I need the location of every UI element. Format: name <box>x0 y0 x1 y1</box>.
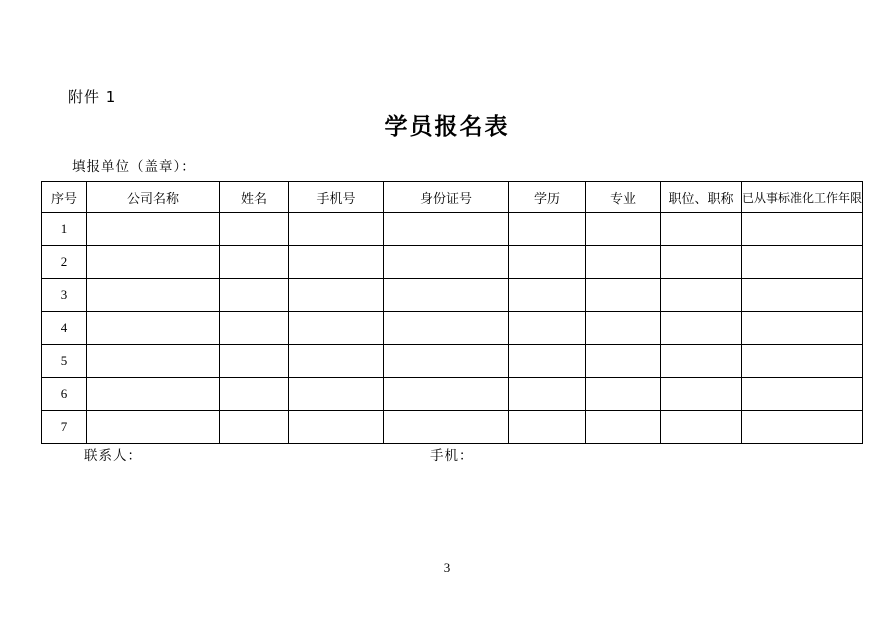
cell-seq: 2 <box>42 246 87 279</box>
cell-name[interactable] <box>220 246 289 279</box>
cell-name[interactable] <box>220 279 289 312</box>
cell-name[interactable] <box>220 378 289 411</box>
cell-name[interactable] <box>220 411 289 444</box>
table-row <box>42 378 863 411</box>
cell-major[interactable] <box>586 246 661 279</box>
cell-position[interactable] <box>661 246 742 279</box>
cell-position[interactable] <box>661 411 742 444</box>
cell-company[interactable] <box>87 312 220 345</box>
cell-seq: 3 <box>42 279 87 312</box>
column-header-name: 姓名 <box>220 182 289 213</box>
cell-id-number[interactable] <box>384 279 509 312</box>
cell-major[interactable] <box>586 213 661 246</box>
cell-major[interactable] <box>586 279 661 312</box>
reporting-unit-label: 填报单位（盖章）： <box>72 159 196 175</box>
cell-position[interactable] <box>661 378 742 411</box>
cell-years[interactable] <box>742 411 863 444</box>
cell-seq: 7 <box>42 411 87 444</box>
column-header-education: 学历 <box>509 182 586 213</box>
cell-id-number[interactable] <box>384 345 509 378</box>
cell-years[interactable] <box>742 213 863 246</box>
cell-id-number[interactable] <box>384 213 509 246</box>
cell-id-number[interactable] <box>384 246 509 279</box>
cell-name[interactable] <box>220 345 289 378</box>
table-row <box>42 312 863 345</box>
cell-id-number[interactable] <box>384 378 509 411</box>
cell-years[interactable] <box>742 246 863 279</box>
cell-education[interactable] <box>509 345 586 378</box>
cell-name[interactable] <box>220 312 289 345</box>
cell-company[interactable] <box>87 279 220 312</box>
column-header-major: 专业 <box>586 182 661 213</box>
column-header-phone: 手机号 <box>289 182 384 213</box>
table-header <box>42 182 863 213</box>
cell-seq: 5 <box>42 345 87 378</box>
cell-education[interactable] <box>509 312 586 345</box>
table-row <box>42 345 863 378</box>
cell-years[interactable] <box>742 312 863 345</box>
table-row <box>42 246 863 279</box>
cell-position[interactable] <box>661 345 742 378</box>
cell-years[interactable] <box>742 345 863 378</box>
cell-phone[interactable] <box>289 246 384 279</box>
cell-company[interactable] <box>87 345 220 378</box>
contact-person-label: 联系人： <box>84 448 142 464</box>
cell-phone[interactable] <box>289 378 384 411</box>
cell-id-number[interactable] <box>384 411 509 444</box>
cell-education[interactable] <box>509 213 586 246</box>
cell-seq: 1 <box>42 213 87 246</box>
table-row <box>42 279 863 312</box>
cell-years[interactable] <box>742 279 863 312</box>
cell-phone[interactable] <box>289 312 384 345</box>
cell-education[interactable] <box>509 279 586 312</box>
cell-education[interactable] <box>509 246 586 279</box>
page-title: 学员报名表 <box>384 114 510 140</box>
cell-company[interactable] <box>87 213 220 246</box>
cell-company[interactable] <box>87 246 220 279</box>
table-header-row <box>42 182 863 213</box>
cell-position[interactable] <box>661 213 742 246</box>
cell-id-number[interactable] <box>384 312 509 345</box>
cell-major[interactable] <box>586 378 661 411</box>
registration-table <box>41 181 863 444</box>
cell-name[interactable] <box>220 213 289 246</box>
cell-seq: 4 <box>42 312 87 345</box>
cell-seq: 6 <box>42 378 87 411</box>
cell-company[interactable] <box>87 378 220 411</box>
table-row <box>42 213 863 246</box>
cell-education[interactable] <box>509 411 586 444</box>
column-header-seq: 序号 <box>42 182 87 213</box>
column-header-position: 职位、职称 <box>661 182 742 213</box>
cell-position[interactable] <box>661 312 742 345</box>
cell-major[interactable] <box>586 411 661 444</box>
column-header-company: 公司名称 <box>87 182 220 213</box>
cell-major[interactable] <box>586 312 661 345</box>
cell-years[interactable] <box>742 378 863 411</box>
cell-phone[interactable] <box>289 345 384 378</box>
cell-education[interactable] <box>509 378 586 411</box>
cell-phone[interactable] <box>289 411 384 444</box>
column-header-years: 已从事标准化工作年限 <box>742 182 863 213</box>
cell-company[interactable] <box>87 411 220 444</box>
column-header-id-number: 身份证号 <box>384 182 509 213</box>
table-body <box>42 213 863 444</box>
table-row <box>42 411 863 444</box>
cell-position[interactable] <box>661 279 742 312</box>
cell-major[interactable] <box>586 345 661 378</box>
cell-phone[interactable] <box>289 213 384 246</box>
mobile-label: 手机： <box>430 448 474 464</box>
attachment-label: 附件 1 <box>68 88 117 106</box>
page-number: 3 <box>443 560 451 575</box>
cell-phone[interactable] <box>289 279 384 312</box>
